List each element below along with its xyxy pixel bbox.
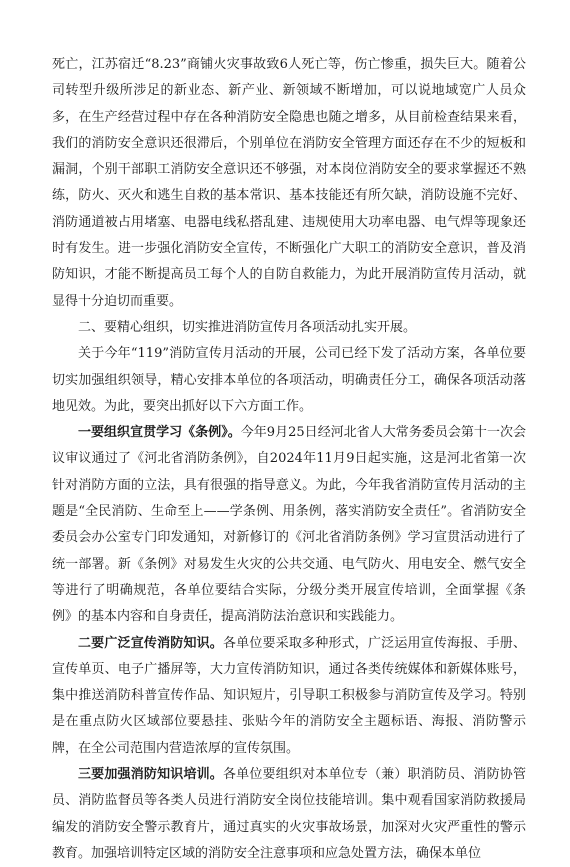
section-heading-two <box>52 315 526 341</box>
paragraph-activity-plan <box>52 341 526 420</box>
paragraph-text: 二、要精心组织，切实推进消防宣传月各项活动扎实开展。 <box>78 319 417 335</box>
paragraph-text: 各单位要采取多种形式，广泛运用宣传海报、手册、宣传单页、电子广播屏等，大力宣传消防知识，通过各类传统媒体和新媒体账号，集中推送消防科普宣传作品、知识短片，引导职工积极参与消防宣传及学习。特别是在重点防火区域部位要悬挂、张贴今年的消防安全主题标语、海报、消防警示牌，在全公司范围内营造浓厚的宣传氛围。 <box>52 635 526 756</box>
paragraph-text: 死亡，江苏宿迁“8.23”商铺火灾事故致6人死亡等，伤亡惨重，损失巨大。随着公司转型升级所涉足的新业态、新产业、新领域不断增加，可以说地域宽广人员众多，在生产经营过程中存在各种消防安全隐患也随之增多，从目前检查结果来看，我们的消防安全意识还很滞后，个别单位在消防安全管理方面还存在不少的短板和漏洞，个别干部职工消防安全意识还不够强，对本岗位消防安全的要求掌握还不熟练，防火、灭火和逃生自救的基本常识、基本技能还有所欠缺，消防设施不完好、消防通道被占用堵塞、电器电线私搭乱建、违规使用大功率电器、电气焊等现象还时有发生。进一步强化消防安全宣传，不断强化广大职工的消防安全意识，普及消防知识，才能不断提高员工每个人的自防自救能力，为此开展消防宣传月活动，就显得十分迫切而重要。 <box>52 57 526 309</box>
paragraph-lead: 三要加强消防知识培训。 <box>78 767 223 783</box>
paragraph-item-one <box>52 420 526 630</box>
paragraph-lead: 一要组织宣贯学习《条例》。 <box>78 425 241 441</box>
paragraph-item-three <box>52 762 526 867</box>
paragraph-text: 关于今年“119”消防宣传月活动的开展，公司已经下发了活动方案，各单位要切实加强组织领导，精心安排本单位的各项活动，明确责任分工，确保各项活动落地见效。为此，要突出抓好以下六方面工作。 <box>52 346 526 414</box>
paragraph-item-two <box>52 631 526 762</box>
paragraph-lead: 二要广泛宣传消防知识。 <box>78 635 223 651</box>
paragraph-text: 今年9月25日经河北省人大常务委员会第十一次会议审议通过了《河北省消防条例》，自2024年11月9日起实施，这是河北省第一次针对消防方面的立法，具有很强的指导意义。为此，今年我省消防宣传月活动的主题是“全民消防、生命至上——学条例、用条例，落实消防安全责任”。省消防安全委员会办公室专门印发通知，对新修订的《河北省消防条例》学习宣贯活动进行了统一部署。新《条例》对易发生火灾的公共交通、电气防火、用电安全、燃气安全等进行了明确规范，各单位要结合实际，分级分类开展宣传培训，全面掌握《条例》的基本内容和自身责任，提高消防法治意识和实践能力。 <box>52 425 526 625</box>
paragraph-background <box>52 52 526 315</box>
paragraph-text: 各单位要组织对本单位专（兼）职消防员、消防协管员、消防监督员等各类人员进行消防安全岗位技能培训。集中观看国家消防救援局编发的消防安全警示教育片，通过真实的火灾事故场景，加深对火灾严重性的警示教育。加强培训特定区域的消防安全注意事项和应急处置方法，确保本单位 <box>52 767 526 861</box>
